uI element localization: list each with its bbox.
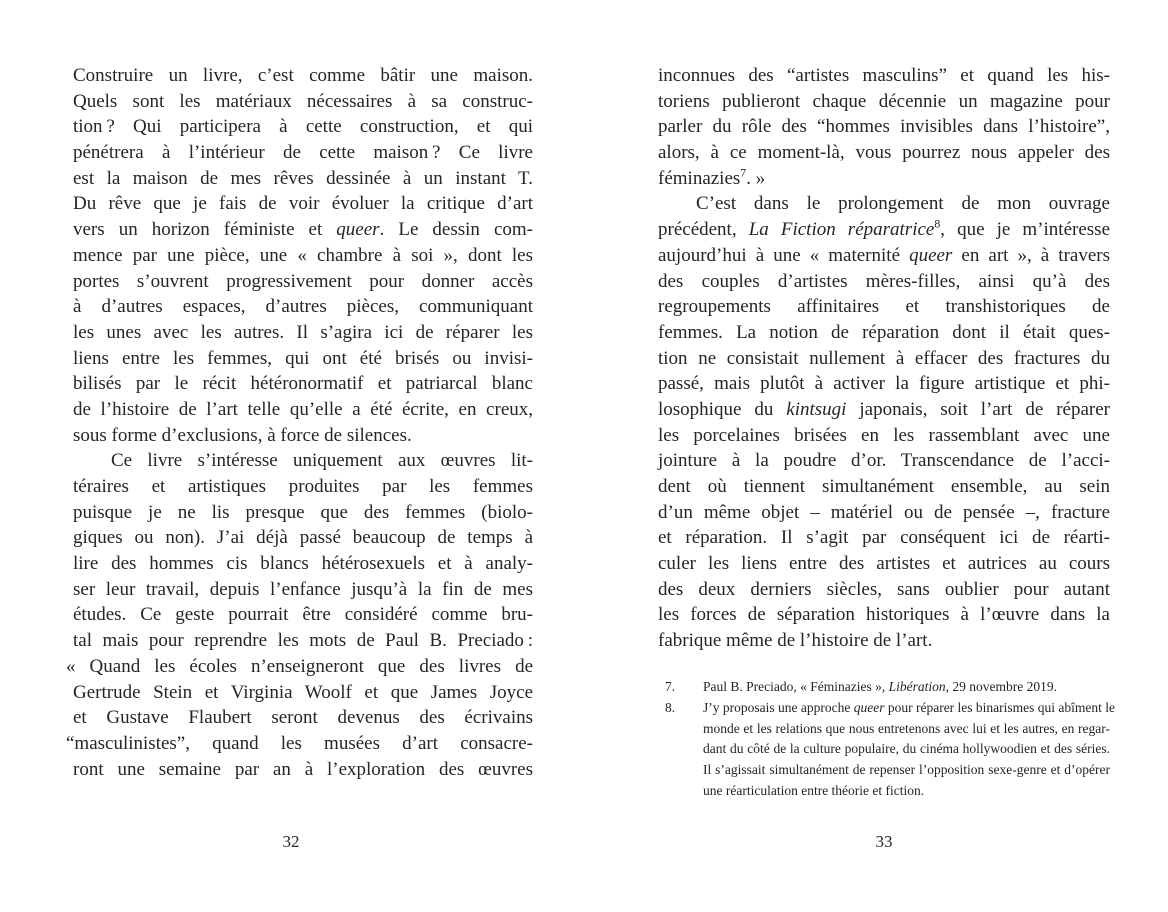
text-line: Quels sont les matériaux nécessaires à sa construc- [73,90,533,112]
text-line: alors, à ce moment-là, vous pourrez nous appeler des [658,142,1110,164]
text-line: bilisés par le récit hétéronormatif et patriarcal blanc [73,373,533,395]
text-line: tion ne consistait nullement à effacer des fractures du [658,347,1110,369]
text-line: des deux derniers siècles, sans oublier pour autant [658,578,1110,600]
footnote-reference: 8 [934,217,941,231]
text-line: J’y proposais une approche queer pour réparer les binarismes qui abîment le [703,699,1116,715]
text-line: sous forme d’exclusions, à force de silences. [73,424,412,446]
text-line: losophique du kintsugi japonais, soit l’art de réparer [658,398,1110,420]
footnote-reference: 7 [740,166,747,180]
left-page-text [66,63,534,782]
text-line: les porcelaines brisées en les rassemblant avec une [658,424,1110,446]
text-line: C’est dans le prolongement de mon ouvrage [696,193,1110,215]
text-line: aujourd’hui à une « maternité queer en art », à travers [658,244,1110,266]
italic-text: queer [853,699,885,715]
page-number-left: 32 [282,832,300,851]
text-line: jointure à la poudre d’or. Transcendance de l’acci- [658,450,1110,472]
text-line: les forces de séparation historiques à l’œuvre dans la [658,604,1110,626]
footnote-number: 8. [665,699,676,715]
text-line: regroupements affinitaires et transhistoriques de [658,296,1110,318]
text-line: d’un même objet – matériel ou de pensée –, fracture [658,501,1110,523]
italic-text: kintsugi [786,398,847,420]
text-line: Il s’agissait simultanément de repenser l’opposition sexe-genre et d’opérer [703,762,1110,778]
right-page-text [658,63,1110,654]
text-line: de l’histoire de l’art telle qu’elle a été écrite, en creux, [73,398,533,420]
text-line: ront une semaine par an à l’exploration des œuvres [73,758,533,780]
text-line: Gertrude Stein et Virginia Woolf et que James Joyce [73,681,533,703]
italic-text: queer [909,244,953,266]
text-line: des couples d’artistes mères-filles, ainsi qu’à des [658,270,1110,292]
text-line: études. Ce geste pourrait être considéré comme bru- [73,604,533,626]
text-line: “masculinistes”, quand les musées d’art consacre- [66,732,533,754]
text-line: parler du rôle des “hommes invisibles dans l’histoire”, [658,116,1110,138]
text-line: vers un horizon féministe et queer. Le dessin com- [73,219,534,241]
text-line: à d’autres espaces, d’autres pièces, communiquant [73,296,533,318]
text-line: toriens publieront chaque décennie un magazine pour [658,90,1110,112]
text-line: les unes avec les autres. Il s’agira ici de réparer les [73,321,533,343]
text-line: dent où tiennent simultanément ensemble, au sein [658,476,1110,497]
text-line: Ce livre s’intéresse uniquement aux œuvres lit- [111,450,533,472]
text-line: inconnues des “artistes masculins” et quand les his- [658,65,1110,86]
text-line: téraires et artistiques produites par les femmes [73,476,533,497]
text-line: portes s’ouvrent progressivement pour donner accès [73,270,533,292]
footnote [658,677,1110,698]
text-line: féminazies$^7$. » [658,166,766,189]
footnotes-block [658,677,1116,802]
footnote-number: 7. [665,679,676,694]
footnote-text [703,677,1110,698]
text-line: femmes. La notion de réparation dont il était ques- [658,321,1110,343]
text-line: et Gustave Flaubert seront devenus des écrivains [73,707,533,729]
text-line: « Quand les écoles n’enseigneront que des livres de [66,655,533,677]
text-line: mence par une pièce, une « chambre à soi », dont les [73,244,533,266]
page-number-right: 33 [875,832,893,851]
text-line: précédent, La Fiction réparatrice$^8$, que je m’intéresse [658,217,1110,241]
text-line: une réarticulation entre théorie et fiction. [703,782,925,798]
text-line: tal mais pour reprendre les mots de Paul B. Preciado : [73,630,533,652]
text-line: lire des hommes cis blancs hétérosexuels et à analy- [73,553,533,575]
text-line: passé, mais plutôt à activer la figure artistique et phi- [658,373,1110,395]
italic-text: La Fiction réparatrice [748,219,935,241]
footnote-text [703,698,1116,802]
text-line: tion ? Qui participera à cette construction, et qui [73,116,533,138]
text-line: ser leur travail, depuis l’enfance jusqu’à la fin de mes [73,578,533,600]
footnote [658,698,1116,802]
text-line: giques ou non). J’ai déjà passé beaucoup de temps à [73,527,533,549]
italic-text: Libération [888,679,946,694]
text-line: et réparation. Il s’agit par conséquent ici de réarti- [658,527,1110,549]
text-line: monde et les relations que nous entretenons avec lui et les autres, en regar- [703,720,1110,736]
text-line: Construire un livre, c’est comme bâtir une maison. [73,65,533,86]
text-line: liens entre les femmes, qui ont été brisés ou invisi- [73,347,533,369]
text-line: est la maison de mes rêves dessinée à un instant T. [73,167,533,189]
text-line: culer les liens entre des artistes et autrices au cours [658,553,1110,575]
text-line: Paul B. Preciado, « Féminazies », Libération, 29 novembre 2019. [703,679,1057,694]
text-line: puisque je ne lis presque que des femmes (biolo- [73,501,533,523]
text-line: fabrique même de l’histoire de l’art. [658,630,933,652]
text-line: dant du côté de la culture populaire, du cinéma hollywoodien et des séries. [703,741,1110,757]
text-line: pénétrera à l’intérieur de cette maison ? Ce livre [73,142,533,164]
text-line: Du rêve que je fais de voir évoluer la critique d’art [73,193,533,215]
italic-text: queer [336,219,380,241]
